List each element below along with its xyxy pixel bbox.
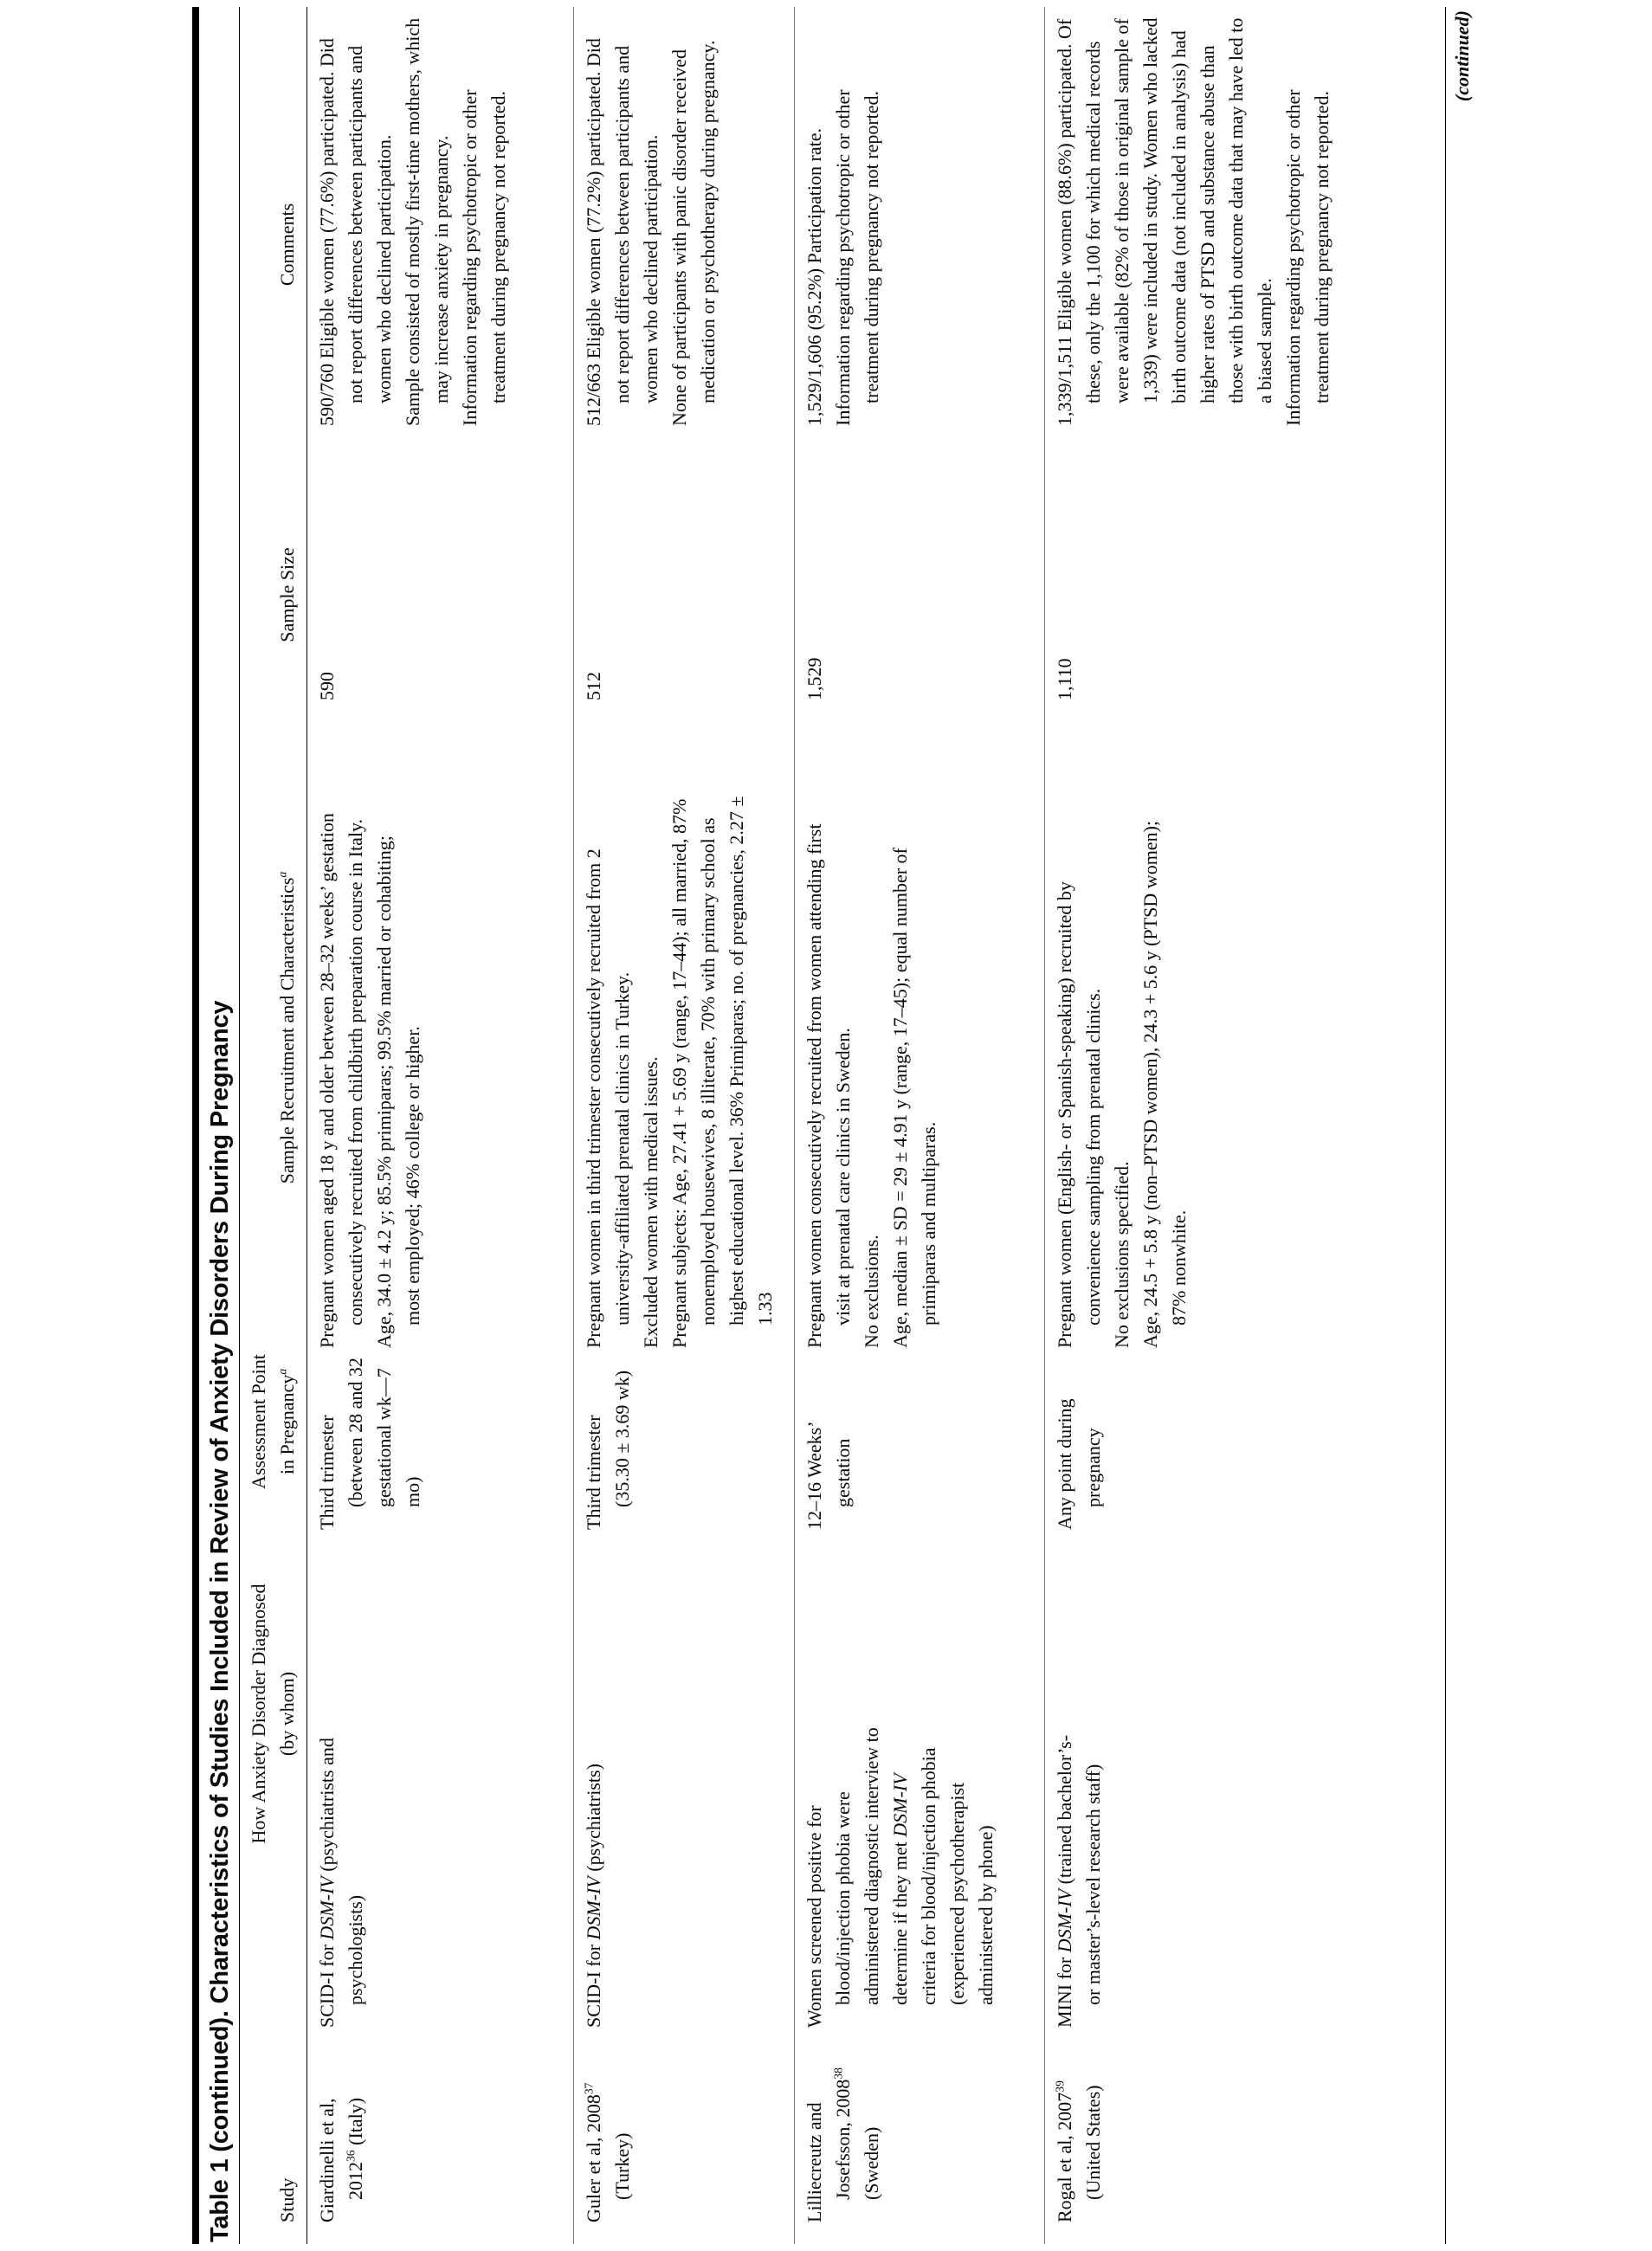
assessment-point-cell: Third trimester (35.30 ± 3.69 wk) (583, 1370, 633, 1530)
top-margin (0, 7, 192, 2244)
column-header-assessment-point: Assessment Point in Pregnancy$^a$ (248, 1354, 298, 1489)
study-cell: Lilliecreutz and Josefsson, 2008$^{38}$ (Sweden) (803, 2067, 882, 2222)
table-row-lilliecreutz (795, 7, 1045, 2244)
sample-recruitment-cell: Pregnant women aged 18 y and older between 28–32 weeks’ gestation consecutively recruited from childbirth preparation course in Italy. Age, 34.0 ± 4.2 y; 85.5% primiparas; 99.5% married or cohabiting; most employed; 46% college or higher. (316, 813, 423, 1348)
column-header-how-diagnosed: How Anxiety Disorder Diagnosed (by whom) (248, 1583, 298, 1844)
assessment-point-cell: Third trimester (between 28 and 32 gestational wk—7 mo) (316, 1358, 423, 1530)
table-top-rule (192, 7, 199, 2244)
continued-note: (continued) (1451, 10, 1473, 102)
sample-size-cell: 1,110 (1054, 658, 1075, 700)
column-header-comments: Comments (276, 203, 298, 287)
study-cell: Giardinelli et al, 2012$^{36}$ (Italy) (316, 2097, 366, 2222)
table-row-giardinelli (307, 7, 574, 2244)
sample-size-cell: 512 (583, 672, 604, 700)
diagnosis-method-cell: SCID-I for DSM-IV (psychiatrists and psychologists) (316, 1738, 366, 2028)
comments-cell: 590/760 Eligible women (77.6%) participated. Did not report differences between participants and women who declined participation. Sample consisted of mostly first-time mothers, which may increase anxiety in pregnancy. Information regarding psychotropic or other treatment during pregnancy not reported. (316, 17, 509, 426)
sample-size-cell: 1,529 (803, 657, 825, 700)
diagnosis-method-cell: Women screened positive for blood/injection phobia were administered diagnostic interview to determine if they met DSM-IV criteria for blood/injection phobia (experienced psychotherapist administered by phone) (803, 1727, 997, 2028)
study-cell: Rogal et al, 2007$^{39}$ (United States) (1053, 2080, 1104, 2222)
reference-superscript: 37 (582, 2082, 596, 2095)
table-row-guler (574, 7, 795, 2244)
footnote-marker-a: a (275, 1368, 289, 1375)
column-header-sample-recruitment: Sample Recruitment and Characteristics$^a$ (275, 871, 298, 1184)
sample-recruitment-cell: Pregnant women in third trimester consecutively recruited from 2 university-affiliated prenatal clinics in Turkey. Excluded women with medical issues. Pregnant subjects: Age, 27.41 + 5.69 y (range, 17–44); all married, 87% nonemployed housewives, 8 illiterate, 70% with primary school as highest educational level. 36% Primiparas; no. of pregnancies, 2.27 ± 1.33 (583, 796, 776, 1348)
comments-cell: 1,529/1,606 (95.2%) Participation rate. Information regarding psychotropic or other treatment during pregnancy not reported. (803, 89, 882, 426)
diagnosis-method-cell: MINI for DSM-IV (trained bachelor’s- or master’s-level research staff) (1054, 1734, 1104, 2028)
diagnosis-method-cell: SCID-I for DSM-IV (psychiatrists) (583, 1764, 604, 2028)
sample-recruitment-cell: Pregnant women consecutively recruited from women attending first visit at prenatal care clinics in Sweden. No exclusions. Age, median ± SD = 29 ± 4.91 y (range, 17–45); equal number of primiparas and multiparas. (803, 823, 939, 1348)
reference-superscript: 38 (831, 2067, 845, 2080)
reference-superscript: 36 (344, 2150, 358, 2162)
footnote-marker-a: a (275, 871, 289, 878)
assessment-point-cell: 12–16 Weeks’ gestation (803, 1421, 854, 1530)
sample-recruitment-cell: Pregnant women (English- or Spanish-speaking) recruited by convenience sampling from prenatal clinics. No exclusions specified. Age, 24.5 + 5.8 y (non–PTSD women), 24.3 + 5.6 y (PTSD women); 87% nonwhite. (1054, 820, 1190, 1348)
table-header-row (240, 7, 307, 2244)
sample-size-cell: 590 (316, 672, 338, 700)
column-header-study: Study (276, 2177, 298, 2222)
reference-superscript: 39 (1053, 2080, 1067, 2093)
table-title: Table 1 (continued). Characteristics of Studies Included in Review of Anxiety Disorders During Pregnancy (206, 1000, 234, 2242)
column-header-sample-size: Sample Size (276, 547, 298, 642)
table-row-rogal (1045, 7, 1446, 2244)
table-body (307, 7, 1446, 2244)
assessment-point-cell: Any point during pregnancy (1054, 1398, 1104, 1530)
study-cell: Guler et al, 2008$^{37}$ (Turkey) (582, 2082, 633, 2222)
comments-cell: 1,339/1,511 Eligible women (88.6%) participated. Of these, only the 1,100 for which medical records were available (82% of those in original sample of 1,339) were included in study. Women who lacked birth outcome data (not included in analysis) had higher rates of PTSD and substance abuse than those with birth outcome data that may have led to a biased sample. Information regarding psychotropic or other treatment during pregnancy not reported. (1054, 17, 1333, 426)
comments-cell: 512/663 Eligible women (77.2%) participated. Did not report differences between participants and women who declined participation. None of participants with panic disorder received medication or psychotherapy during pregnancy. (583, 38, 719, 426)
